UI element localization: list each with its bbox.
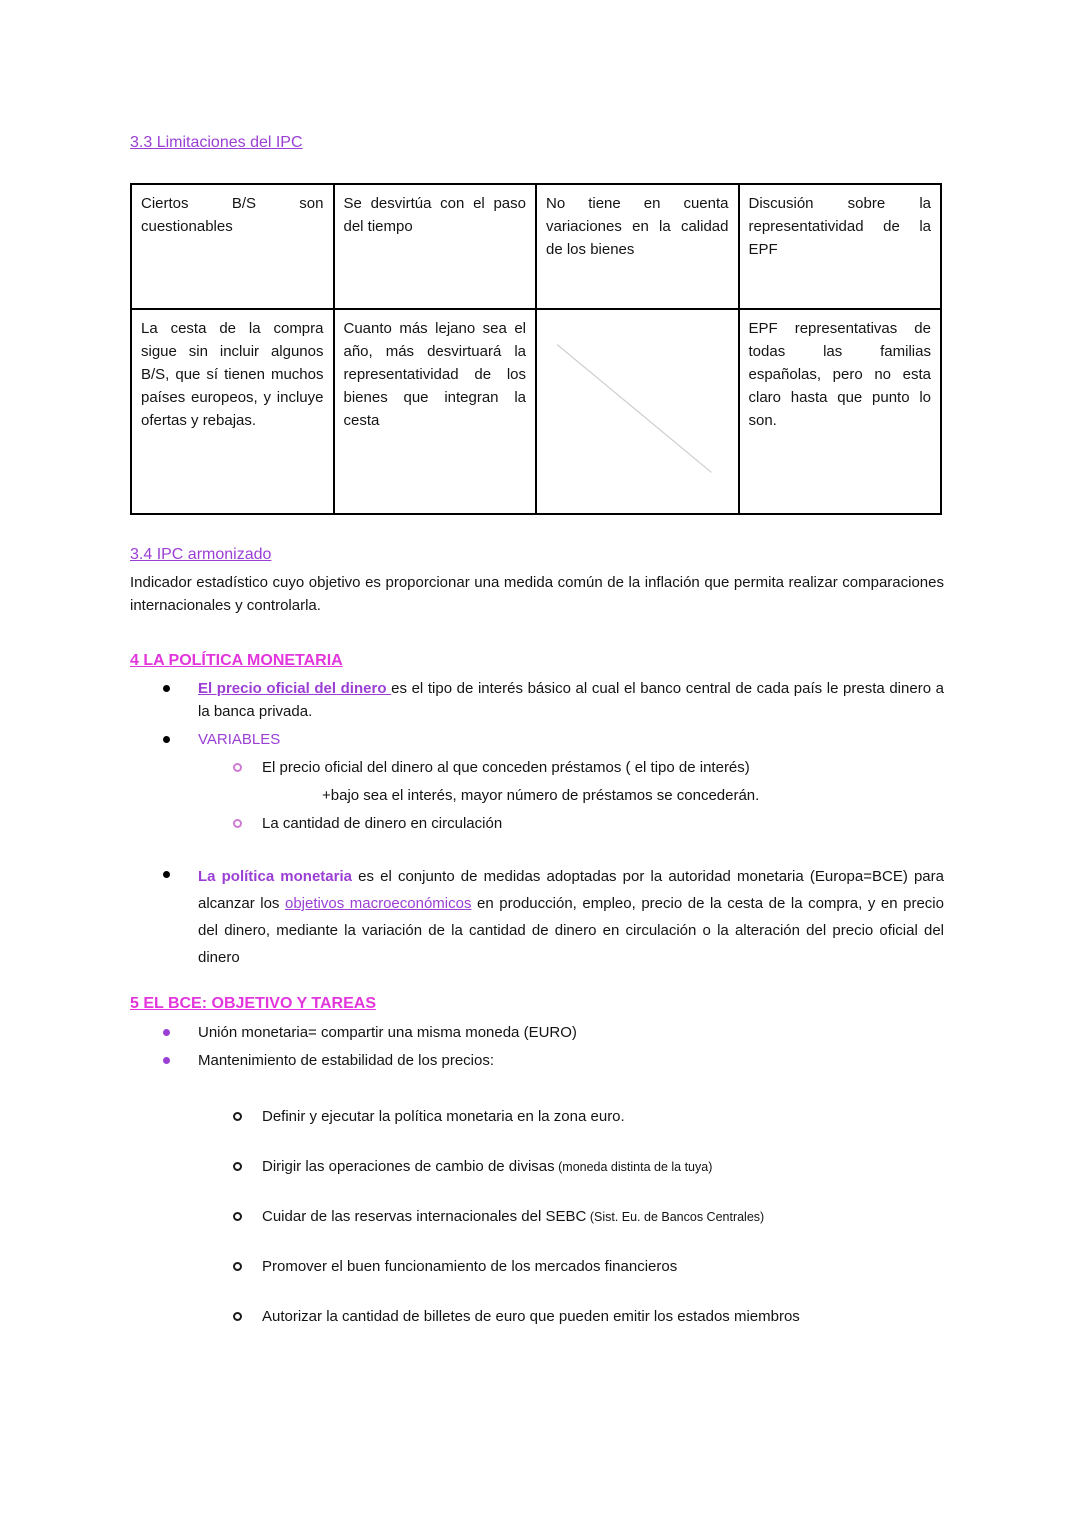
table-header-cell [334, 184, 537, 309]
politica-monetaria-term: La política monetaria [198, 868, 352, 885]
header-cell-text: No tiene en cuenta variaciones en la calidad de los bienes [546, 195, 729, 258]
task-item [130, 1255, 944, 1279]
list-item-text-rest: es el tipo de interés básico al cual el banco central de cada país le presta dinero a la banca privada. [198, 680, 944, 720]
task-item-text [262, 1205, 944, 1229]
task-text: Dirigir las operaciones de cambio de divisas [262, 1158, 555, 1175]
task-item-text [262, 1255, 944, 1279]
task-item [130, 1155, 944, 1179]
bullet-circle-icon [233, 812, 262, 835]
task-text: Cuidar de las reservas internacionales del SEBC [262, 1208, 587, 1225]
list-item [130, 1021, 944, 1044]
variables-label: VARIABLES [198, 731, 281, 748]
table-cell-text: Cuanto más lejano sea el año, más desvirtuará la representatividad de los bienes que integran la cesta [343, 320, 526, 429]
task-note: (Sist. Eu. de Bancos Centrales) [586, 1210, 765, 1224]
list-item-text [198, 677, 944, 723]
header-cell-text: Se desvirtúa con el paso del tiempo [343, 195, 526, 235]
limitations-table [130, 183, 942, 515]
sub-note-line: +bajo sea el interés, mayor número de préstamos se concederán. [322, 787, 760, 804]
sub-list-item-text: El precio oficial del dinero al que conceden préstamos ( el tipo de interés) [262, 759, 750, 776]
table-body-row [131, 309, 941, 514]
bullet-circle-icon [233, 1155, 262, 1179]
task-item-text [262, 1305, 944, 1329]
bullet-dot-icon [163, 1049, 198, 1072]
task-text: Promover el buen funcionamiento de los mercados financieros [262, 1258, 678, 1275]
bullet-dot-icon [163, 863, 198, 971]
list-item [130, 863, 944, 971]
objetivos-macro-link: objetivos macroeconómicos [285, 895, 472, 912]
table-header-cell [131, 184, 334, 309]
bullet-dot-icon [163, 677, 198, 723]
table-cell [334, 309, 537, 514]
list-item-text: Mantenimiento de estabilidad de los precios: [198, 1052, 495, 1069]
heading-4-politica-monetaria: 4 LA POLÍTICA MONETARIA [130, 652, 343, 669]
bullet-circle-icon [233, 1255, 262, 1279]
list-item-text-part: en producción, empleo, precio de la cesta de la compra, y en precio del dinero, mediante la variación de la cantidad de dinero en circulación o la alteración del precio oficial del dinero [198, 895, 944, 966]
bullet-circle-icon [233, 756, 262, 779]
task-item [130, 1305, 944, 1329]
sub-list-item-text: La cantidad de dinero en circulación [262, 815, 503, 832]
bullet-circle-icon [233, 1205, 262, 1229]
task-note: (moneda distinta de la tuya) [554, 1160, 713, 1174]
header-cell-text: Ciertos B/S son cuestionables [141, 195, 324, 235]
bullet-circle-icon [233, 1305, 262, 1329]
list-item [130, 677, 944, 723]
bullet-dot-icon [163, 728, 198, 751]
sub-list-item [130, 756, 944, 779]
list-item-text: Unión monetaria= compartir una misma moneda (EURO) [198, 1024, 577, 1041]
table-cell-text: EPF representativas de todas las familias españolas, pero no esta claro hasta que punto lo son. [748, 320, 931, 429]
document-content [130, 134, 944, 1355]
header-cell-text: Discusión sobre la representatividad de la EPF [748, 195, 931, 258]
heading-3-3-limitaciones: 3.3 Limitaciones del IPC [130, 134, 303, 151]
diagonal-strikethrough-line [537, 310, 738, 513]
bullet-circle-icon [233, 1105, 262, 1129]
list-item-text [198, 863, 944, 971]
sub-list-item [130, 812, 944, 835]
table-header-row [131, 184, 941, 309]
task-item [130, 1105, 944, 1129]
table-cell [131, 309, 334, 514]
table-cell-text: La cesta de la compra sigue sin incluir algunos B/S, que sí tienen muchos países europeos, y incluye ofertas y rebajas. [141, 320, 324, 429]
table-cell-empty [536, 309, 739, 514]
section-4-list [130, 677, 944, 971]
list-item-text-part: es el conjunto de medidas adoptadas por la autoridad monetaria (Europa=BCE) para alcanzar los [198, 868, 944, 912]
task-item-text [262, 1155, 944, 1179]
ipc-armonizado-paragraph: Indicador estadístico cuyo objetivo es proporcionar una medida común de la inflación que permita realizar comparaciones internacionales y controlarla. [130, 574, 944, 614]
section-5-list [130, 1021, 944, 1072]
heading-5-bce-objetivo-tareas: 5 EL BCE: OBJETIVO Y TAREAS [130, 995, 376, 1012]
task-item [130, 1205, 944, 1229]
list-item [130, 1049, 944, 1072]
precio-oficial-link: El precio oficial del dinero [198, 680, 392, 697]
table-cell [739, 309, 942, 514]
heading-3-4-ipc-armonizado: 3.4 IPC armonizado [130, 546, 272, 563]
bce-tasks-list [130, 1105, 944, 1329]
task-item-text [262, 1105, 944, 1129]
task-text: Definir y ejecutar la política monetaria en la zona euro. [262, 1108, 625, 1125]
table-header-cell [739, 184, 942, 309]
bullet-dot-icon [163, 1021, 198, 1044]
table-header-cell [536, 184, 739, 309]
task-text: Autorizar la cantidad de billetes de euro que pueden emitir los estados miembros [262, 1308, 800, 1325]
list-item [130, 728, 944, 751]
